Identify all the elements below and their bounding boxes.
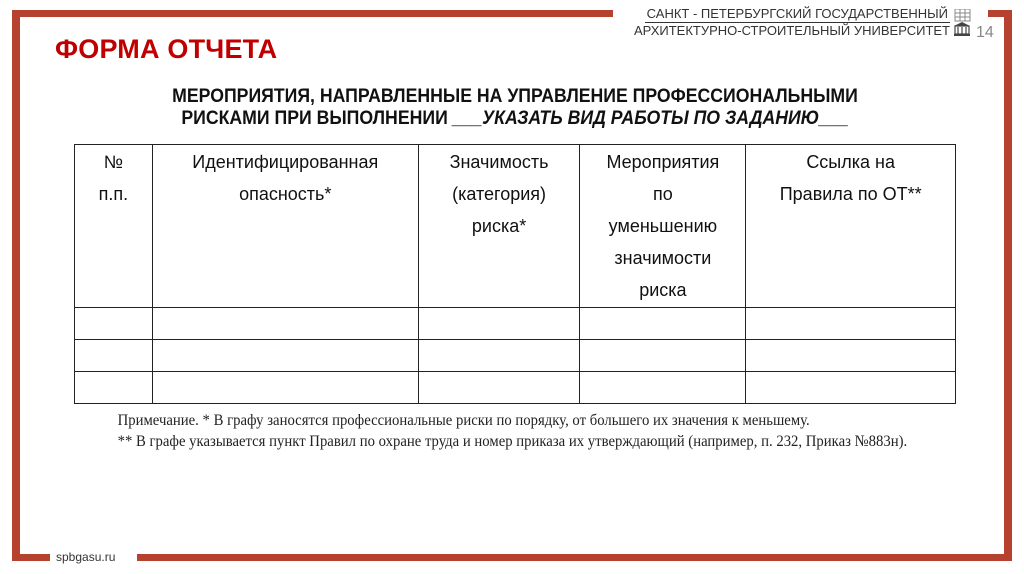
column-header-rules-reference: Ссылка на Правила по ОТ**: [746, 145, 956, 308]
table-row: [75, 372, 956, 404]
university-line1: САНКТ - ПЕТЕРБУРГСКИЙ ГОСУДАРСТВЕННЫЙ: [646, 6, 948, 21]
table-cell: [580, 340, 746, 372]
report-form-table: [74, 144, 956, 404]
table-cell: [152, 372, 418, 404]
frame-right-border: [1004, 10, 1012, 561]
university-building-icon: [953, 9, 971, 37]
column-header-significance: Значимость (категория) риска*: [418, 145, 580, 308]
website-link[interactable]: spbgasu.ru: [56, 550, 116, 564]
table-cell: [75, 340, 153, 372]
university-line2: АРХИТЕКТУРНО-СТРОИТЕЛЬНЫЙ УНИВЕРСИТЕТ: [633, 23, 950, 38]
frame-bottom-border: [137, 554, 1012, 561]
university-name: [630, 6, 950, 39]
table-notes: [90, 410, 958, 452]
frame-left-border: [12, 10, 20, 561]
subtitle-line1: МЕРОПРИЯТИЯ, НАПРАВЛЕННЫЕ НА УПРАВЛЕНИЕ ПРОФЕССИОНАЛЬНЫМИ: [172, 86, 858, 107]
table-cell: [580, 308, 746, 340]
slide-subtitle: [101, 86, 929, 130]
frame-right-top-border: [988, 10, 1012, 17]
table-row: [75, 308, 956, 340]
table-cell: [75, 308, 153, 340]
table-cell: [75, 372, 153, 404]
table-cell: [746, 372, 956, 404]
subtitle-line2: [101, 108, 929, 130]
table-header-row: [75, 145, 956, 308]
table-cell: [152, 340, 418, 372]
subtitle-work-type-placeholder: ___УКАЗАТЬ ВИД РАБОТЫ ПО ЗАДАНИЮ___: [452, 108, 849, 129]
table-cell: [746, 340, 956, 372]
slide-title: ФОРМА ОТЧЕТА: [55, 34, 278, 64]
table-cell: [418, 340, 580, 372]
frame-top-border: [12, 10, 613, 17]
table-cell: [152, 308, 418, 340]
table-row: [75, 340, 956, 372]
column-header-number: № п.п.: [75, 145, 153, 308]
subtitle-line2-prefix: РИСКАМИ ПРИ ВЫПОЛНЕНИИ: [181, 108, 453, 129]
table-cell: [746, 308, 956, 340]
note-1: Примечание. * В графу заносятся профессиональные риски по порядку, от большего их значения к меньшему.: [117, 412, 810, 429]
column-header-measures: Мероприятия по уменьшению значимости риска: [580, 145, 746, 308]
column-header-hazard: Идентифицированная опасность*: [152, 145, 418, 308]
frame-bottom-left-border: [12, 554, 50, 561]
page-number: 14: [976, 24, 994, 41]
note-2: ** В графе указывается пункт Правил по охране труда и номер приказа их утверждающий (например, п. 232, Приказ №883н).: [117, 433, 908, 450]
table-cell: [580, 372, 746, 404]
table-cell: [418, 308, 580, 340]
table-cell: [418, 372, 580, 404]
